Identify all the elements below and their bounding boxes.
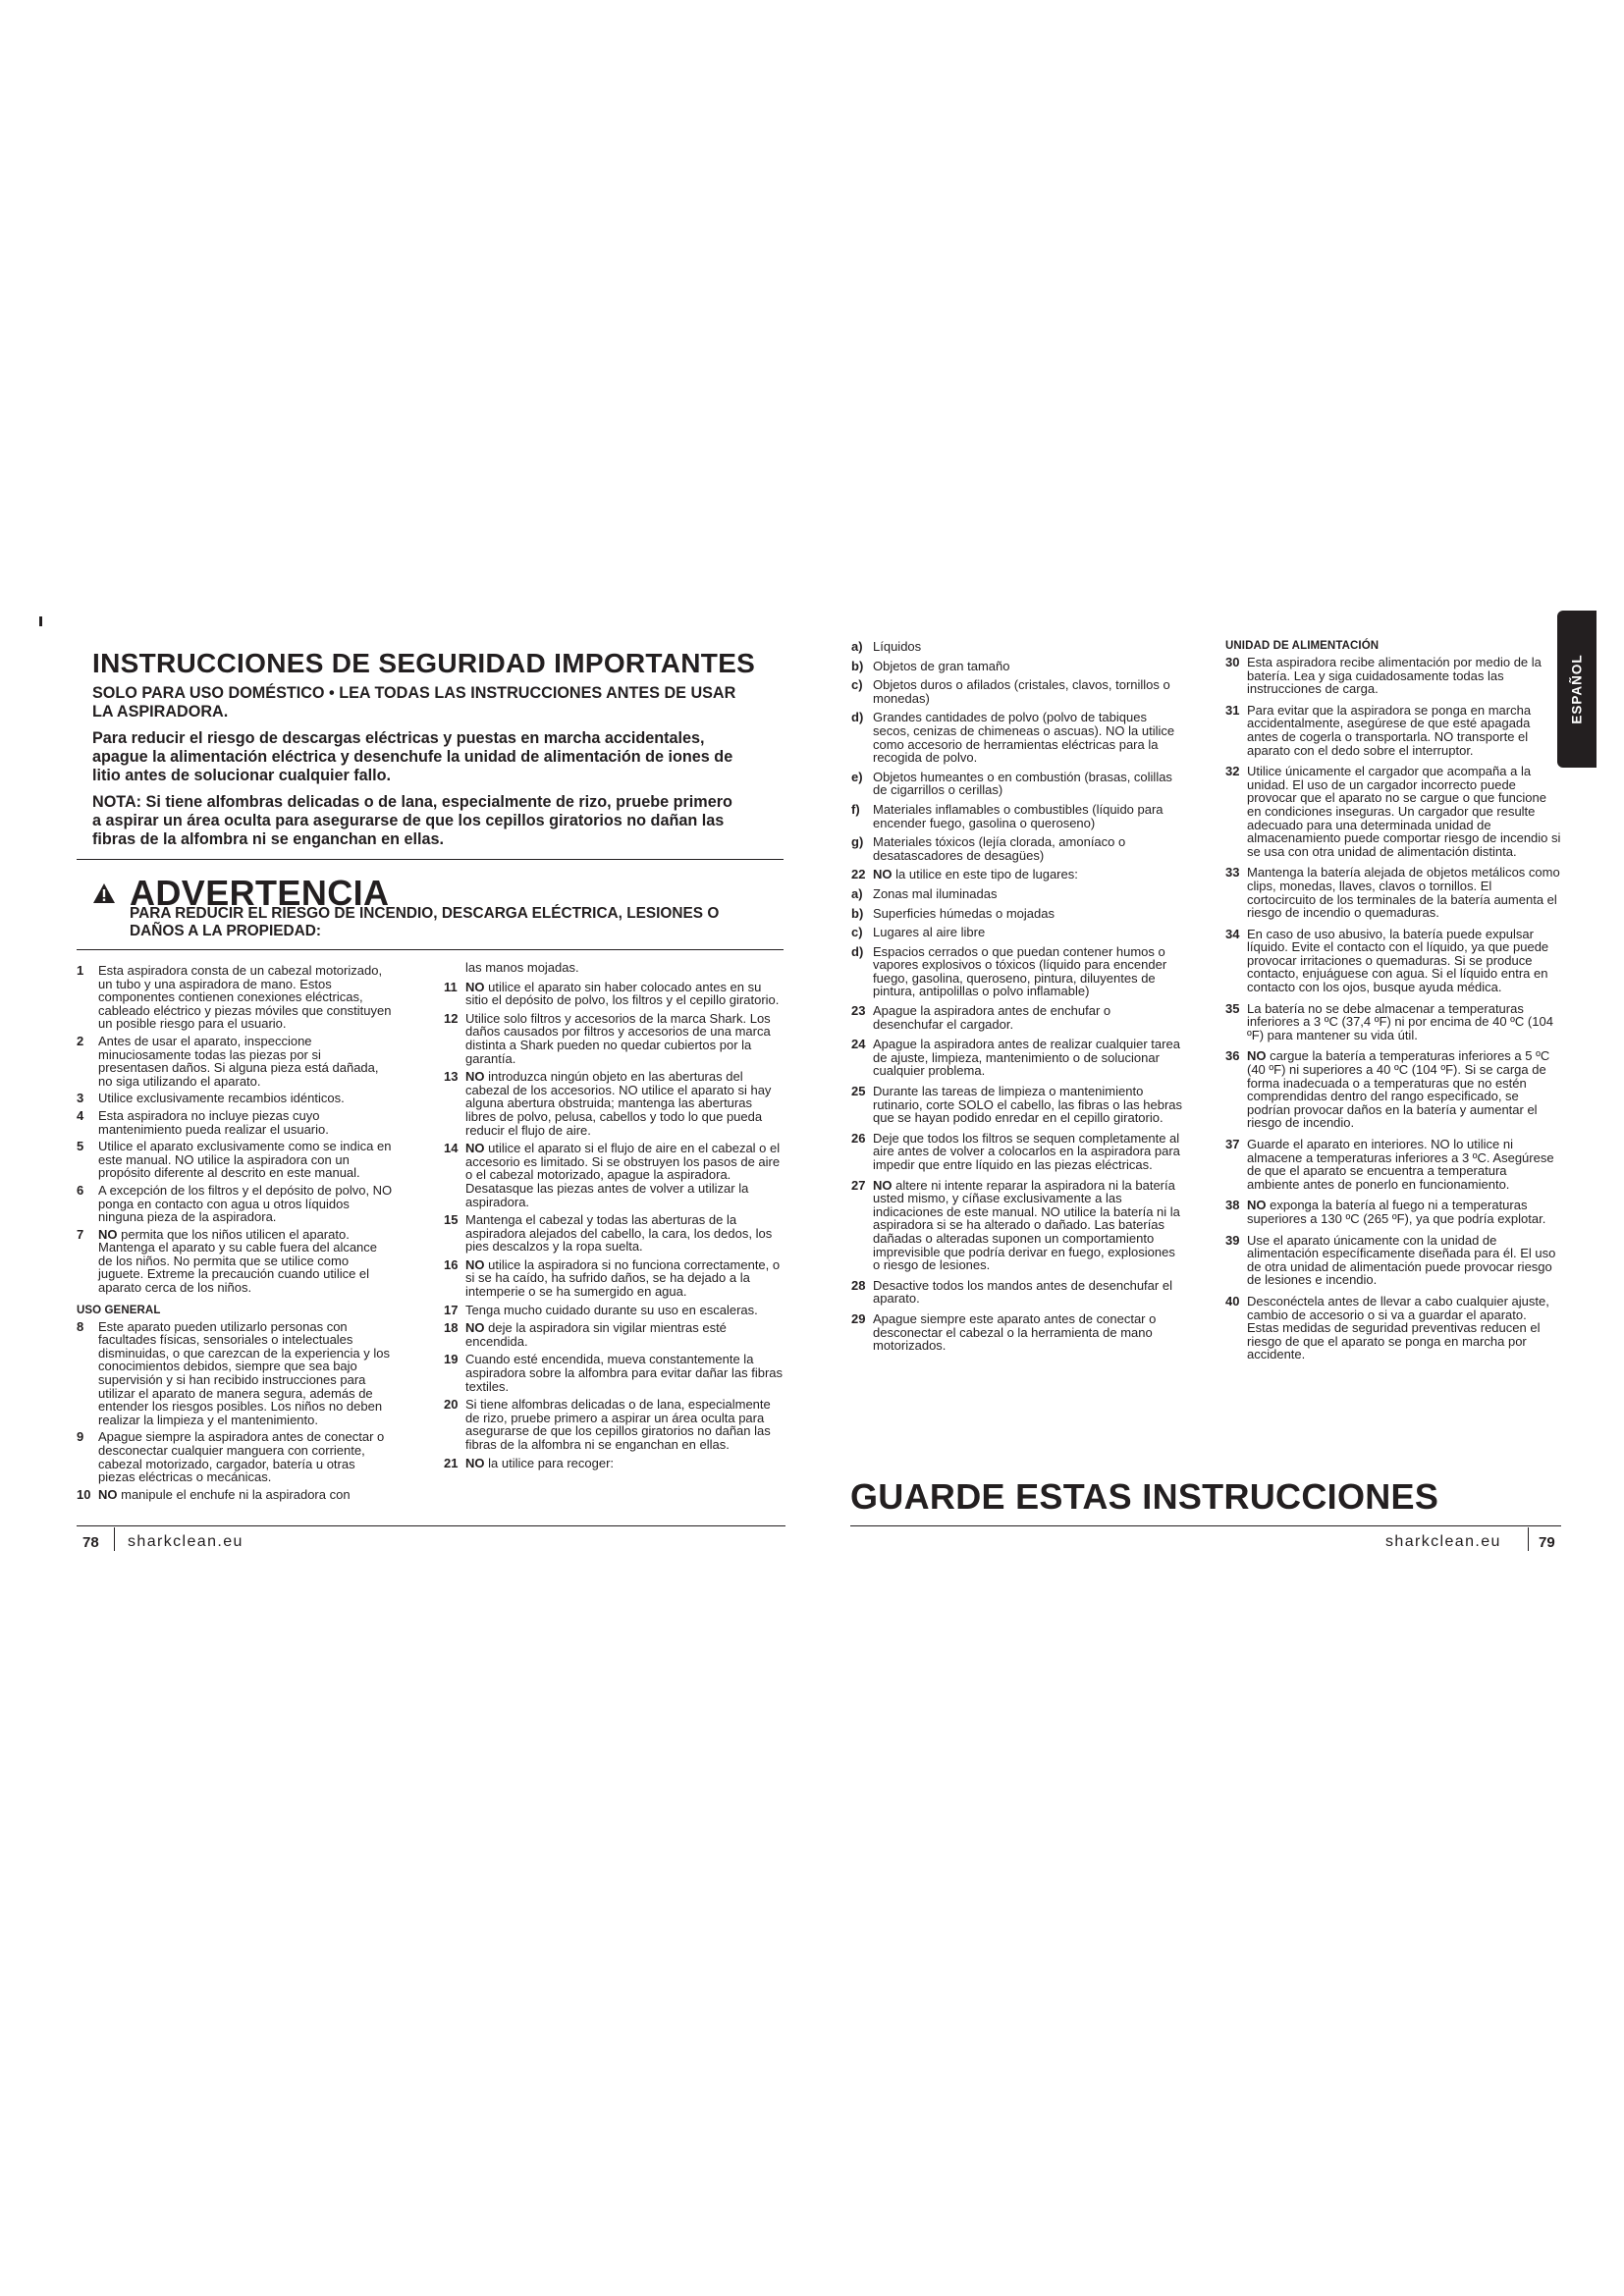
safety-item	[77, 1488, 395, 1502]
item-text: Esta aspiradora recibe alimentación por medio de la batería. Lea y siga cuidadosamente todas las instrucciones de carga.	[1247, 655, 1542, 697]
item-text: Utilice el aparato exclusivamente como se indica en este manual. NO utilice la aspiradora con un propósito diferente al descrito en este manual.	[98, 1139, 392, 1181]
emphasis-no: NO	[465, 979, 485, 994]
safety-item	[1225, 1199, 1561, 1225]
column-3	[851, 640, 1183, 1360]
item-text: Materiales tóxicos (lejía clorada, amoníaco o desatascadores de desagües)	[873, 834, 1126, 863]
item-text: Apague la aspiradora antes de realizar cualquier tarea de ajuste, limpieza, mantenimiento o de solucionar cualquier problema.	[873, 1037, 1180, 1079]
item-number: 1	[77, 963, 84, 978]
emphasis-no: NO	[873, 867, 893, 882]
safety-item	[1225, 656, 1561, 696]
item-text: Si tiene alfombras delicadas o de lana, especialmente de rizo, pruebe primero a aspirar un área oculta para asegurarse de que los cepillos giratorios no dañan las fibras de la alfombra ni se enganchan en ellas.	[465, 1397, 771, 1452]
safety-item	[1225, 1002, 1561, 1042]
warning-triangle-icon	[92, 882, 116, 904]
safety-item	[444, 1258, 784, 1299]
safety-item	[444, 1353, 784, 1393]
footer-separator	[1528, 1527, 1529, 1551]
item-text: manipule el enchufe ni la aspiradora con	[121, 1486, 351, 1502]
item-number: 32	[1225, 764, 1240, 779]
safety-item	[77, 1140, 395, 1180]
item-number: 29	[851, 1310, 866, 1326]
item-text: Desconéctela antes de llevar a cabo cualquier ajuste, cambio de accesorio o si va a guardar el aparato. Estas medidas de seguridad preventivas reducen el riesgo de que el aparato se ponga en marcha por accidente.	[1247, 1293, 1549, 1362]
item-text: Objetos duros o afilados (cristales, clavos, tornillos o monedas)	[873, 677, 1170, 706]
item-text: La batería no se debe almacenar a temperaturas inferiores a 3 ºC (37,4 ºF) ni por encima de 40 ºC (104 ºF) para mantener su vida útil.	[1247, 1000, 1553, 1042]
safety-item	[444, 1142, 784, 1208]
page-title: INSTRUCCIONES DE SEGURIDAD IMPORTANTES	[92, 648, 756, 678]
sub-item	[851, 926, 1183, 939]
safety-item	[851, 1085, 1183, 1125]
item-text: altere ni intente reparar la aspiradora ni la batería usted mismo, y cíñase exclusivamente a las indicaciones de este manual. NO utilice la batería ni la aspiradora si se ha alterado o dañado. Las baterías dañadas o alteradas suponen un comportamiento imprevisible que podría derivar en fuego, explosiones o riesgo de lesiones.	[873, 1177, 1180, 1273]
safety-item	[1225, 704, 1561, 757]
item-number: 15	[444, 1212, 459, 1228]
item-text: Guarde el aparato en interiores. NO lo utilice ni almacene a temperaturas inferiores a 3 ºC. Asegúrese de que el aparato se encuentra a temperatura ambiente antes de ponerlo en funcionamiento.	[1247, 1137, 1554, 1192]
emphasis-no: NO	[1247, 1198, 1267, 1213]
item-number: c)	[851, 925, 863, 940]
item-number: c)	[851, 677, 863, 693]
item-text: cargue la batería a temperaturas inferiores a 5 ºC (40 ºF) ni superiores a 40 ºC (104 ºF). Si se carga de forma inadecuada o a temperaturas que no estén comprendidas dentro del rango especificado, se podrían provocar daños en la batería y aumentar el riesgo de incendio.	[1247, 1048, 1550, 1131]
item-text: Antes de usar el aparato, inspeccione minuciosamente todas las piezas por si presentasen daños. Si alguna pieza está dañada, no siga utilizando el aparato.	[98, 1033, 379, 1089]
item-text: A excepción de los filtros y el depósito de polvo, NO ponga en contacto con agua u otros líquidos ninguna pieza de la aspiradora.	[98, 1182, 393, 1225]
item-number: 26	[851, 1130, 866, 1146]
item-number: 31	[1225, 702, 1240, 718]
item-text: Use el aparato únicamente con la unidad de alimentación específicamente diseñada para él. El uso de otra unidad de alimentación puede provocar riesgo de lesiones e incendio.	[1247, 1232, 1556, 1288]
item-number: b)	[851, 658, 864, 673]
item-text: Mantenga la batería alejada de objetos metálicos como clips, monedas, llaves, clavos o tornillos. El cortocircuito de los terminales de la batería aumenta el riesgo de incendio o quemaduras.	[1247, 865, 1560, 921]
safety-item	[851, 1038, 1183, 1078]
website-right: sharkclean.eu	[1385, 1533, 1501, 1550]
item-text: utilice la aspiradora si no funciona correctamente, o si se ha caído, ha sufrido daños, se ha dejado a la intemperie o se ha sumergido en agua.	[465, 1256, 781, 1300]
safety-item	[444, 1304, 784, 1317]
emphasis-no: NO	[98, 1226, 118, 1242]
safety-item	[77, 1430, 395, 1483]
column-2	[444, 961, 784, 1474]
item-text: En caso de uso abusivo, la batería puede expulsar líquido. Evite el contacto con el líquido, ya que puede provocar irritaciones o quemaduras. Si se produce contacto, enjuáguese con agua. Si el líquido entra en contacto con los ojos, busque ayuda médica.	[1247, 926, 1549, 995]
sub-item	[851, 711, 1183, 764]
item-number: 6	[77, 1182, 84, 1198]
item-number: a)	[851, 639, 863, 654]
item-number: g)	[851, 834, 864, 850]
item-number: 23	[851, 1003, 866, 1019]
column-1	[77, 964, 395, 1505]
item-text: Tenga mucho cuidado durante su uso en escaleras.	[465, 1302, 758, 1317]
safety-item	[444, 1213, 784, 1254]
safety-item	[77, 1035, 395, 1088]
safety-item	[444, 1070, 784, 1137]
safety-item	[77, 964, 395, 1031]
item-number: 28	[851, 1277, 866, 1293]
sub-item	[851, 907, 1183, 921]
emphasis-no: NO	[465, 1455, 485, 1470]
item-text: Desactive todos los mandos antes de desenchufar el aparato.	[873, 1277, 1172, 1307]
item-text: Espacios cerrados o que puedan contener humos o vapores explosivos o tóxicos (líquido para encender fuego, gasolina, queroseno, pintura, diluyentes de pintura, antipolillas o polvo inflamable)	[873, 943, 1167, 999]
safety-item	[77, 1092, 395, 1105]
sub-item	[851, 945, 1183, 998]
safety-item	[1225, 1234, 1561, 1287]
item-number: d)	[851, 710, 864, 725]
item-number: 22	[851, 867, 866, 882]
item-number: 11	[444, 979, 458, 994]
item-text: Apague siempre este aparato antes de conectar o desconectar el cabezal o la herramienta de mano motorizados.	[873, 1310, 1157, 1354]
item-text: la utilice para recoger:	[488, 1455, 615, 1470]
safety-item	[1225, 1295, 1561, 1362]
item-text: Para evitar que la aspiradora se ponga en marcha accidentalmente, asegúrese de que esté apagada antes de cogerla o transportarla. NO transporte el aparato con el dedo sobre el interruptor.	[1247, 702, 1532, 758]
sub-item	[851, 835, 1183, 862]
item-text: Esta aspiradora consta de un cabezal motorizado, un tubo y una aspiradora de mano. Estos componentes contienen conexiones eléctricas, cableado eléctrico y piezas móviles que constituyen un posible riesgo para el usuario.	[98, 963, 392, 1032]
safety-item	[444, 1398, 784, 1451]
item-number: 8	[77, 1318, 84, 1334]
safety-item	[77, 1228, 395, 1295]
item-text: Objetos de gran tamaño	[873, 658, 1010, 673]
item-number: 30	[1225, 655, 1240, 669]
safety-item	[77, 1184, 395, 1224]
emphasis-no: NO	[1247, 1048, 1267, 1064]
item-text: Mantenga el cabezal y todas las aberturas de la aspiradora alejados del cabello, la cara, los dedos, los pies descalzos y la ropa suelta.	[465, 1212, 773, 1255]
item-number: 27	[851, 1177, 866, 1193]
safety-item	[1225, 765, 1561, 858]
sub-item	[851, 887, 1183, 901]
safety-item	[1225, 866, 1561, 919]
safety-item	[444, 1457, 784, 1470]
item-number: 16	[444, 1256, 459, 1272]
divider	[77, 859, 784, 860]
item-number: 24	[851, 1037, 866, 1052]
save-instructions-title: GUARDE ESTAS INSTRUCCIONES	[850, 1476, 1439, 1517]
item-number: 39	[1225, 1232, 1240, 1248]
footer-rule-left	[77, 1525, 785, 1526]
item-number: 13	[444, 1069, 459, 1085]
item-number: 12	[444, 1010, 459, 1026]
item-number: 17	[444, 1302, 459, 1317]
item-number: 7	[77, 1226, 84, 1242]
item-text: Zonas mal iluminadas	[873, 885, 998, 901]
safety-item	[851, 1312, 1183, 1353]
emphasis-no: NO	[465, 1256, 485, 1272]
item-number: d)	[851, 943, 864, 959]
item-text: Grandes cantidades de polvo (polvo de tabiques secos, cenizas de chimeneas o ascuas). NO la utilice como accesorio de herramientas eléctricas para la recogida de polvo.	[873, 710, 1175, 766]
safety-item	[851, 1132, 1183, 1172]
emphasis-no: NO	[98, 1486, 118, 1502]
item-number: 25	[851, 1084, 866, 1099]
item-text: Objetos humeantes o en combustión (brasas, colillas de cigarrillos o cerillas)	[873, 769, 1172, 798]
item-text: Deje que todos los filtros se sequen completamente al aire antes de volver a colocarlos en la aspiradora para impedir que entre líquido en las piezas eléctricas.	[873, 1130, 1180, 1172]
item-number: 34	[1225, 926, 1240, 941]
item-text: Cuando esté encendida, mueva constantemente la aspiradora sobre la alfombra para evitar dañar las fibras textiles.	[465, 1352, 784, 1394]
item-number: 37	[1225, 1137, 1240, 1151]
warning-title: ADVERTENCIA	[130, 873, 390, 913]
item-number: 20	[444, 1397, 459, 1413]
item-text: Utilice solo filtros y accesorios de la marca Shark. Los daños causados por filtros y accesorios de una marca distinta a Shark pueden no quedar cubiertos por la garantía.	[465, 1010, 771, 1066]
divider	[77, 949, 784, 950]
item-text: Lugares al aire libre	[873, 925, 986, 940]
item-number: 36	[1225, 1048, 1240, 1064]
footer-separator	[114, 1527, 115, 1551]
item-text: Superficies húmedas o mojadas	[873, 905, 1055, 921]
item-text: Este aparato pueden utilizarlo personas con facultades físicas, sensoriales o intelectuales disminuidas, o que carezcan de la experiencia y los conocimientos debidos, siempre que sea bajo supervisión y si han recibido instrucciones para utilizar el aparato de manera segura, además de entender los riesgos posibles. Los niños no deben realizar la limpieza y el mantenimiento.	[98, 1318, 391, 1427]
website-left: sharkclean.eu	[128, 1533, 244, 1550]
sub-item	[851, 640, 1183, 654]
emphasis-no: NO	[465, 1069, 485, 1085]
page-number-right: 79	[1539, 1534, 1555, 1551]
item-text: exponga la batería al fuego ni a temperaturas superiores a 130 ºC (265 ºF), ya que podría explotar.	[1247, 1198, 1546, 1226]
item-number: 9	[77, 1429, 84, 1445]
item-number: 18	[444, 1320, 459, 1336]
crop-mark	[39, 616, 42, 626]
item-number: f)	[851, 801, 860, 817]
item-number: 10	[77, 1486, 91, 1502]
safety-item	[444, 1012, 784, 1065]
emphasis-no: NO	[465, 1141, 485, 1156]
continued-text: las manos mojadas.	[465, 960, 579, 975]
item-number: 35	[1225, 1000, 1240, 1016]
safety-item	[851, 868, 1183, 881]
emphasis-no: NO	[873, 1177, 893, 1193]
safety-item	[851, 1004, 1183, 1031]
sub-item	[851, 803, 1183, 829]
intro-carpet-note: NOTA: Si tiene alfombras delicadas o de lana, especialmente de rizo, pruebe primero a aspirar un área oculta para asegurarse de que los cepillos giratorios no dañan las fibras de la alfombra ni se enganchan en ellas.	[92, 793, 732, 848]
intro-electrical-risk: Para reducir el riesgo de descargas eléctricas y puestas en marcha accidentales, apague la alimentación eléctrica y desenchufe la unidad de alimentación de iones de litio antes de solucionar cualquier fallo.	[92, 729, 733, 784]
safety-item	[77, 1320, 395, 1427]
column-4	[1225, 640, 1561, 1369]
item-number: 2	[77, 1033, 84, 1048]
item-number: e)	[851, 769, 863, 784]
item-text: deje la aspiradora sin vigilar mientras esté encendida.	[465, 1320, 727, 1349]
item-text: Utilice exclusivamente recambios idénticos.	[98, 1091, 345, 1106]
safety-item	[851, 1279, 1183, 1306]
item-number: 14	[444, 1141, 459, 1156]
safety-item	[1225, 1049, 1561, 1130]
item-number: 5	[77, 1139, 84, 1154]
item-number: 21	[444, 1455, 459, 1470]
item-number: 40	[1225, 1293, 1240, 1308]
item-text: Apague siempre la aspiradora antes de conectar o desconectar cualquier manguera con corriente, cabezal motorizado, cargador, batería u otras piezas eléctricas o mecánicas.	[98, 1429, 385, 1485]
footer-rule-right	[850, 1525, 1561, 1526]
safety-item	[77, 1109, 395, 1136]
item-text: introduzca ningún objeto en las aberturas del cabezal de los accesorios. NO utilice el aparato si hay alguna abertura obstruida; mantenga las aberturas libres de polvo, pelusa, cabellos y todo lo que pueda reducir el flujo de aire.	[465, 1069, 772, 1138]
item-text: Líquidos	[873, 639, 922, 654]
page-number-left: 78	[82, 1534, 99, 1551]
item-number: b)	[851, 905, 864, 921]
intro-household-use: SOLO PARA USO DOMÉSTICO • LEA TODAS LAS INSTRUCCIONES ANTES DE USAR LA ASPIRADORA.	[92, 684, 736, 721]
section-heading-general-use: USO GENERAL	[77, 1304, 161, 1316]
safety-item	[851, 1179, 1183, 1272]
item-text: utilice el aparato sin haber colocado antes en su sitio el depósito de polvo, los filtros y el cepillo giratorio.	[465, 979, 780, 1008]
item-text: utilice el aparato si el flujo de aire en el cabezal o el accesorio es limitado. Si se obstruyen los pasos de aire o el cabezal motorizado, apague la aspiradora. Desatasque las piezas antes de volver a utilizar la aspiradora.	[465, 1141, 781, 1209]
item-text: Esta aspiradora no incluye piezas cuyo mantenimiento pueda realizar el usuario.	[98, 1107, 329, 1137]
safety-item	[1225, 1138, 1561, 1191]
item-text: Durante las tareas de limpieza o mantenimiento rutinario, corte SOLO el cabello, las fibras o las hebras que se hayan podido enredar en el cepillo giratorio.	[873, 1084, 1183, 1126]
language-tab-label: ESPAÑOL	[1569, 654, 1585, 724]
safety-item	[444, 1321, 784, 1348]
warning-subtitle: PARA REDUCIR EL RIESGO DE INCENDIO, DESCARGA ELÉCTRICA, LESIONES O DAÑOS A LA PROPIEDAD:	[130, 905, 720, 939]
item-number: a)	[851, 885, 863, 901]
item-text: Apague la aspiradora antes de enchufar o desenchufar el cargador.	[873, 1003, 1111, 1032]
safety-item	[444, 981, 784, 1007]
item-number: 3	[77, 1091, 84, 1106]
safety-item	[1225, 928, 1561, 994]
item-number: 38	[1225, 1198, 1240, 1213]
item-number: 19	[444, 1352, 459, 1367]
sub-item	[851, 771, 1183, 797]
item-number: 33	[1225, 865, 1240, 881]
item-text: Utilice únicamente el cargador que acompaña a la unidad. El uso de un cargador incorrecto puede provocar que el aparato no se cargue o que funcione en condiciones inseguras. Un cargador que resulte adecuado para una determinada unidad de almacenamiento puede comportar riesgo de incendio si se usa con otra unidad de alimentación distinta.	[1247, 764, 1561, 859]
sub-item	[851, 678, 1183, 705]
item-number: 4	[77, 1107, 84, 1123]
emphasis-no: NO	[465, 1320, 485, 1336]
sub-item	[851, 660, 1183, 673]
item-text: la utilice en este tipo de lugares:	[895, 867, 1078, 882]
item-text: Materiales inflamables o combustibles (líquido para encender fuego, gasolina o queroseno)	[873, 801, 1164, 830]
item-text: permita que los niños utilicen el aparato. Mantenga el aparato y su cable fuera del alcance de los niños. No permita que se utilice como juguete. Extreme la precaución cuando utilice el aparato cerca de los niños.	[98, 1226, 378, 1296]
section-heading-power-unit: UNIDAD DE ALIMENTACIÓN	[1225, 640, 1380, 652]
